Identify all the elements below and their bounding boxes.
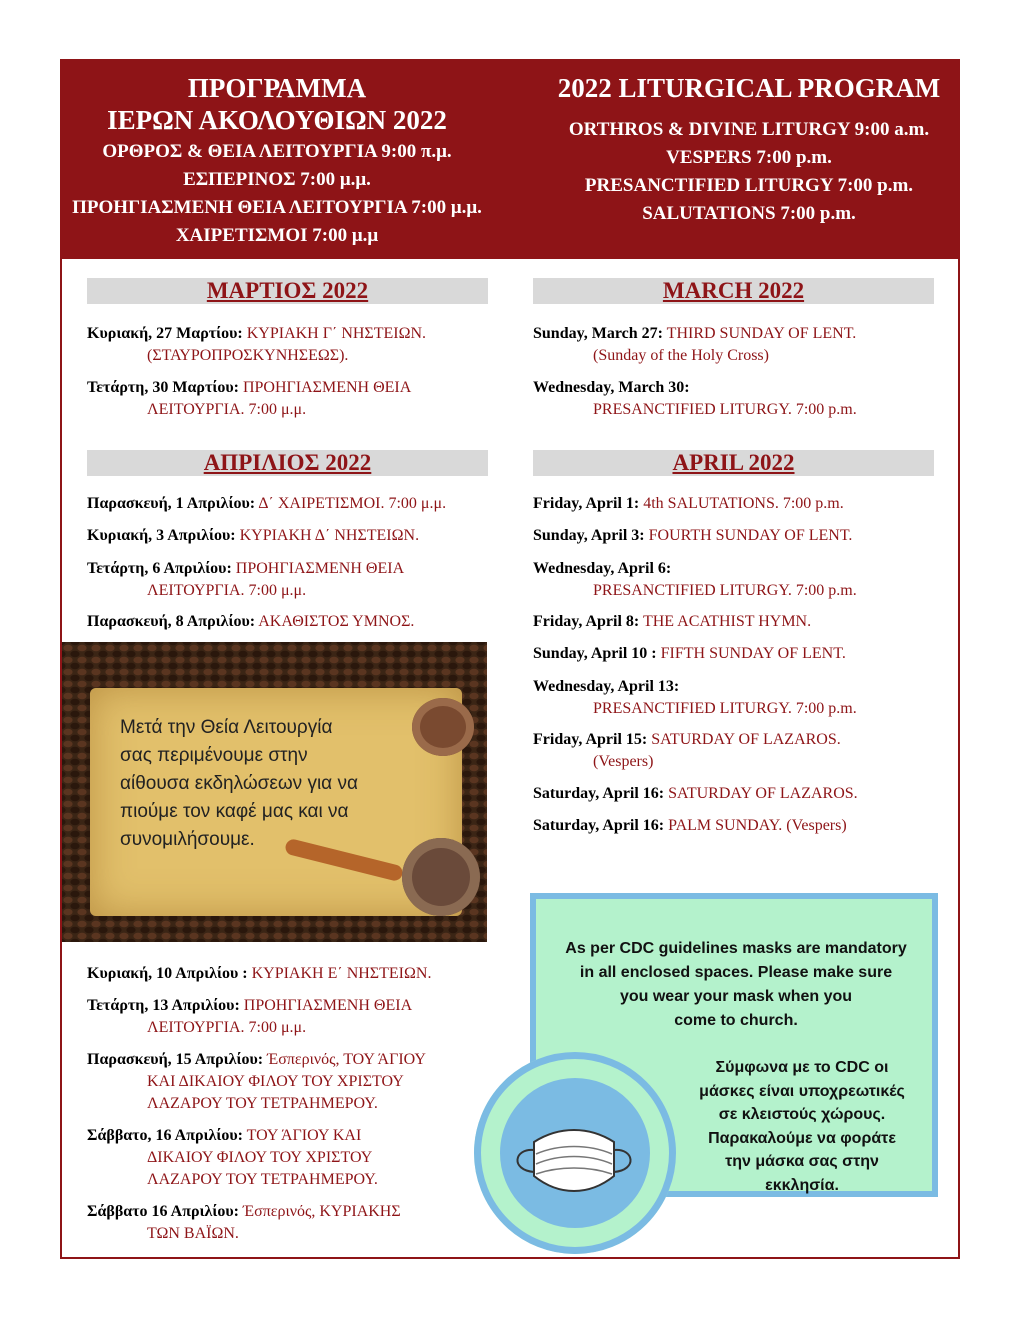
greek-april-entry-6 xyxy=(87,995,487,1039)
greek-april-entry-1 xyxy=(87,493,487,515)
entry-date: Sunday, April 3: xyxy=(533,527,645,544)
entry-date: Wednesday, April 13: xyxy=(533,678,680,695)
entry-event: ΚΥΡΙΑΚΗ Γ΄ ΝΗΣΤΕΙΩΝ. xyxy=(242,325,427,342)
entry-date: Παρασκευή, 1 Απριλίου: xyxy=(87,495,256,512)
entry-date: Sunday, March 27: xyxy=(533,325,663,342)
english-march-heading: MARCH 2022 xyxy=(533,278,934,304)
entry-date: Τετάρτη, 30 Μαρτίου: xyxy=(87,379,239,396)
english-april-heading: APRIL 2022 xyxy=(533,450,934,476)
entry-continuation: PRESANCTIFIED LITURGY. 7:00 p.m. xyxy=(593,700,857,717)
entry-date: Saturday, April 16: xyxy=(533,785,665,802)
entry-event: 4th SALUTATIONS. 7:00 p.m. xyxy=(639,495,844,512)
english-header-line-2: VESPERS 7:00 p.m. xyxy=(666,147,832,168)
english-april-entry-8 xyxy=(533,783,943,805)
greek-april-entry-4 xyxy=(87,611,487,633)
entry-date: Παρασκευή, 15 Απριλίου: xyxy=(87,1051,264,1068)
greek-title-line-1: ΠΡΟΓΡΑΜΜΑ xyxy=(187,73,367,103)
entry-event: SATURDAY OF LAZAROS. xyxy=(647,731,841,748)
english-header xyxy=(540,61,958,228)
entry-continuation: ΚΑΙ ΔΙΚΑΙΟΥ ΦΙΛΟΥ ΤΟΥ ΧΡΙΣΤΟΥ xyxy=(147,1073,404,1090)
mask-gr-line-2: μάσκες είναι υποχρεωτικές xyxy=(699,1082,905,1100)
entry-date: Παρασκευή, 8 Απριλίου: xyxy=(87,613,256,630)
english-april-entry-5 xyxy=(533,643,943,665)
entry-event: THIRD SUNDAY OF LENT. xyxy=(662,325,857,342)
greek-header-line-1: ΟΡΘΡΟΣ & ΘΕΙΑ ΛΕΙΤΟΥΡΓΙΑ 9:00 π.μ. xyxy=(102,141,452,162)
english-header-line-1: ORTHROS & DIVINE LITURGY 9:00 a.m. xyxy=(568,119,930,140)
mask-gr-line-5: την μάσκα σας στην xyxy=(725,1153,879,1170)
entry-event: SATURDAY OF LAZAROS. xyxy=(664,785,858,802)
entry-continuation: (Vespers) xyxy=(593,753,654,770)
entry-event: Έσπερινός, ΚΥΡΙΑΚΗΣ xyxy=(238,1203,401,1220)
entry-event: FIFTH SUNDAY OF LENT. xyxy=(656,645,846,662)
entry-continuation: ΛΕΙΤΟΥΡΓΙΑ. 7:00 μ.μ. xyxy=(147,1019,307,1036)
coffee-text-line-1: Μετά την Θεία Λειτουργία xyxy=(120,717,333,738)
header-banner xyxy=(62,61,958,259)
greek-april-entry-2 xyxy=(87,525,487,547)
english-march-entry-2 xyxy=(533,377,943,421)
entry-event: ΑΚΑΘΙΣΤΟΣ ΥΜΝΟΣ. xyxy=(255,613,415,630)
greek-march-heading: ΜΑΡΤΙΟΣ 2022 xyxy=(87,278,488,304)
greek-title-line-2: ΙΕΡΩΝ ΑΚΟΛΟΥΘΙΩΝ 2022 xyxy=(107,105,447,135)
mask-en-line-4: come to church. xyxy=(674,1012,798,1029)
entry-date: Τετάρτη, 13 Απριλίου: xyxy=(87,997,240,1014)
english-april-entry-6 xyxy=(533,676,943,720)
greek-april-entry-3 xyxy=(87,558,487,602)
entry-date: Σάββατο, 16 Απριλίου: xyxy=(87,1127,243,1144)
entry-continuation: ΔΙΚΑΙΟΥ ΦΙΛΟΥ ΤΟΥ ΧΡΙΣΤΟΥ xyxy=(147,1149,373,1166)
entry-event: FOURTH SUNDAY OF LENT. xyxy=(644,527,853,544)
entry-event: ΠΡΟΗΓΙΑΣΜΕΝΗ ΘΕΙΑ xyxy=(238,379,412,396)
coffee-text-line-5: συνομιλήσουμε. xyxy=(120,829,255,850)
mask-gr-line-6: εκκλησία. xyxy=(765,1176,839,1194)
entry-date: Wednesday, March 30: xyxy=(533,379,690,396)
entry-date: Κυριακή, 10 Απριλίου : xyxy=(87,965,248,982)
entry-event: ΤΟΥ ΆΓΙΟΥ ΚΑΙ xyxy=(242,1127,362,1144)
face-mask-icon xyxy=(504,1120,644,1200)
entry-date: Saturday, April 16: xyxy=(533,817,665,834)
english-april-entry-3 xyxy=(533,558,943,602)
coffee-text-line-2: σας περιμένουμε στην xyxy=(120,745,308,766)
entry-event: ΠΡΟΗΓΙΑΣΜΕΝΗ ΘΕΙΑ xyxy=(239,997,413,1014)
entry-continuation: ΛΕΙΤΟΥΡΓΙΑ. 7:00 μ.μ. xyxy=(147,582,307,599)
entry-date: Κυριακή, 27 Μαρτίου: xyxy=(87,325,243,342)
entry-date: Friday, April 8: xyxy=(533,613,640,630)
entry-continuation-2: ΛΑΖΑΡΟΥ ΤΟΥ ΤΕΤΡΑΗΜΕΡΟΥ. xyxy=(147,1171,378,1188)
mask-gr-line-4: Παρακαλούμε να φοράτε xyxy=(708,1129,896,1147)
greek-header-line-4: ΧΑΙΡΕΤΙΣΜΟΙ 7:00 μ.μ xyxy=(175,225,379,246)
english-april-entry-2 xyxy=(533,525,943,547)
entry-continuation: (ΣΤΑΥΡΟΠΡΟΣΚΥΝΗΣΕΩΣ). xyxy=(147,347,349,364)
entry-date: Friday, April 15: xyxy=(533,731,648,748)
entry-event: PALM SUNDAY. (Vespers) xyxy=(664,817,847,834)
coffee-image xyxy=(62,642,487,942)
coffee-cup-icon xyxy=(412,698,474,756)
entry-event: THE ACATHIST HYMN. xyxy=(639,613,812,630)
entry-date: Σάββατο 16 Απριλίου: xyxy=(87,1203,239,1220)
mask-gr-line-1: Σύμφωνα με το CDC οι xyxy=(715,1059,889,1076)
greek-april-entry-8 xyxy=(87,1125,487,1191)
entry-event: ΚΥΡΙΑΚΗ Ε΄ ΝΗΣΤΕΙΩΝ. xyxy=(247,965,432,982)
entry-date: Κυριακή, 3 Απριλίου: xyxy=(87,527,236,544)
greek-header-line-2: ΕΣΠΕΡΙΝΟΣ 7:00 μ.μ. xyxy=(183,169,371,190)
coffee-invitation-text xyxy=(120,714,420,854)
entry-event: ΚΥΡΙΑΚΗ Δ΄ ΝΗΣΤΕΙΩΝ. xyxy=(235,527,420,544)
english-april-entry-1 xyxy=(533,493,943,515)
greek-april-entry-7 xyxy=(87,1049,487,1115)
entry-continuation: (Sunday of the Holy Cross) xyxy=(593,347,769,364)
entry-continuation: ΛΕΙΤΟΥΡΓΙΑ. 7:00 μ.μ. xyxy=(147,401,307,418)
greek-march-entry-2 xyxy=(87,377,487,421)
entry-date: Wednesday, April 6: xyxy=(533,560,672,577)
entry-event: Δ΄ ΧΑΙΡΕΤΙΣΜΟΙ. 7:00 μ.μ. xyxy=(255,495,447,512)
english-header-line-3: PRESANCTIFIED LITURGY 7:00 p.m. xyxy=(584,175,914,196)
mask-notice-english xyxy=(556,937,916,1033)
entry-date: Τετάρτη, 6 Απριλίου: xyxy=(87,560,232,577)
entry-date: Friday, April 1: xyxy=(533,495,640,512)
greek-april-entry-5 xyxy=(87,963,487,985)
english-april-entry-4 xyxy=(533,611,943,633)
greek-header xyxy=(62,61,492,250)
mask-en-line-1: As per CDC guidelines masks are mandatory xyxy=(565,940,907,957)
entry-continuation-2: ΛΑΖΑΡΟΥ ΤΟΥ ΤΕΤΡΑΗΜΕΡΟΥ. xyxy=(147,1095,378,1112)
greek-march-entry-1 xyxy=(87,323,487,367)
entry-continuation: PRESANCTIFIED LITURGY. 7:00 p.m. xyxy=(593,401,857,418)
greek-april-heading: ΑΠΡΙΛΙΟΣ 2022 xyxy=(87,450,488,476)
entry-event: Έσπερινός, ΤΟΥ ΆΓΙΟΥ xyxy=(263,1051,426,1068)
english-april-entry-7 xyxy=(533,729,943,773)
mask-en-line-3: you wear your mask when you xyxy=(619,988,853,1005)
english-april-entry-9 xyxy=(533,815,943,837)
mask-gr-line-3: σε κλειστούς χώρους. xyxy=(718,1106,886,1123)
coffee-text-line-4: πιούμε τον καφέ μας και να xyxy=(120,801,349,822)
entry-continuation: PRESANCTIFIED LITURGY. 7:00 p.m. xyxy=(593,582,857,599)
entry-event: ΠΡΟΗΓΙΑΣΜΕΝΗ ΘΕΙΑ xyxy=(231,560,405,577)
english-header-line-4: SALUTATIONS 7:00 p.m. xyxy=(642,203,856,224)
mask-en-line-2: in all enclosed spaces. Please make sure xyxy=(579,964,893,981)
greek-header-line-3: ΠΡΟΗΓΙΑΣΜΕΝΗ ΘΕΙΑ ΛΕΙΤΟΥΡΓΙΑ 7:00 μ.μ. xyxy=(72,197,482,218)
entry-continuation: ΤΩΝ ΒΑΪΩΝ. xyxy=(147,1225,239,1242)
mask-notice-greek xyxy=(690,1056,914,1197)
english-title: 2022 LITURGICAL PROGRAM xyxy=(557,73,941,103)
coffee-text-line-3: αίθουσα εκδηλώσεων για να xyxy=(120,773,358,794)
entry-date: Sunday, April 10 : xyxy=(533,645,657,662)
english-march-entry-1 xyxy=(533,323,943,367)
greek-april-entry-9 xyxy=(87,1201,487,1245)
